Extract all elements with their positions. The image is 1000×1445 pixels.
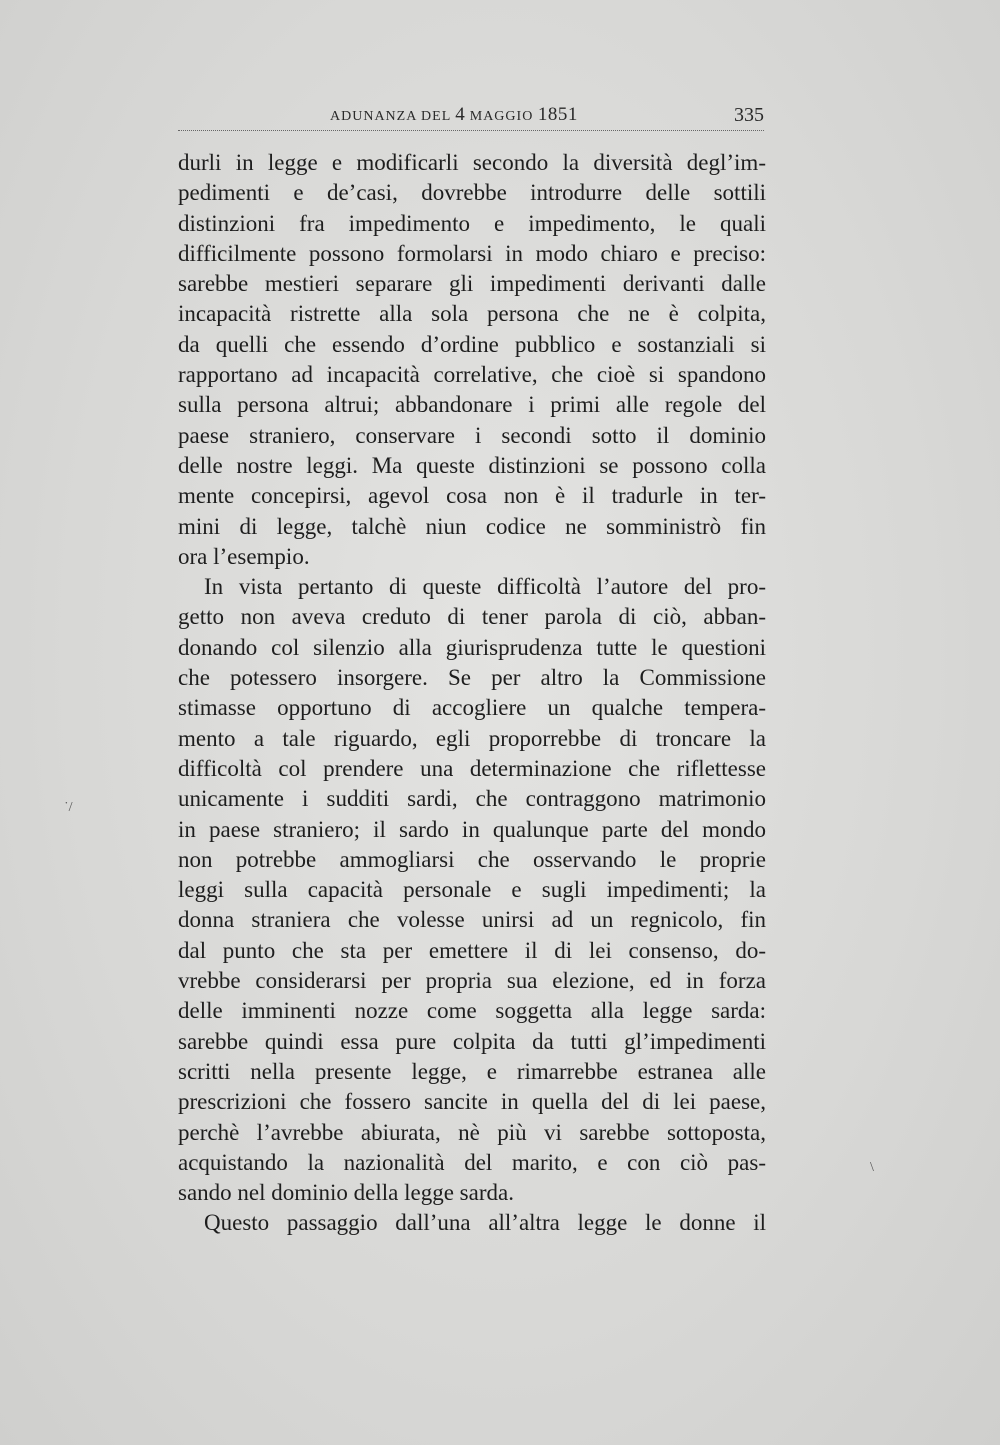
text-line: mento a tale riguardo, egli proporrebbe di troncare la [178,725,766,751]
running-title [330,104,578,126]
text-line: durli in legge e modificarli secondo la diversità degl’im- [178,150,766,175]
text-line: sando nel dominio della legge sarda. [178,1180,514,1206]
running-title-month: MAGGIO [465,109,538,124]
scan-speck: ˙/ [64,800,73,815]
text-line: donando col silenzio alla giurisprudenza tutte le questioni [178,634,766,660]
text-line: difficoltà col prendere una determinazione che riflettesse [178,755,766,781]
text-line: unicamente i sudditi sardi, che contraggono matrimonio [178,786,766,812]
text-line: in paese straniero; il sardo in qualunque parte del mondo [178,816,766,842]
text-line: mini di legge, talchè niun codice ne somministrò fin [178,513,766,539]
text-line: getto non aveva creduto di tener parola di ciò, abban- [178,604,766,630]
text-line: ora l’esempio. [178,543,310,569]
text-line: che potessero insorgere. Se per altro la Commissione [178,665,766,691]
page-header [178,104,764,131]
running-title-prefix: ADUNANZA DEL [330,109,456,124]
text-line: incapacità ristrette alla sola persona che ne è colpita, [178,301,766,327]
text-line: sarebbe mestieri separare gli impedimenti derivanti dalle [178,271,766,297]
page-number: 335 [734,104,764,126]
text-line: stimasse opportuno di accogliere un qualche tempera- [178,695,766,721]
text-line: sulla persona altrui; abbandonare i primi alle regole del [178,392,766,418]
text-line: mente concepirsi, agevol cosa non è il tradurle in ter- [178,483,766,509]
scan-speck: \ [870,1160,874,1175]
text-line: sarebbe quindi essa pure colpita da tutti gl’impedimenti [178,1028,766,1054]
text-line: delle imminenti nozze come soggetta alla legge sarda: [178,998,766,1024]
body-text [178,148,766,1239]
text-line: dal punto che sta per emettere il di lei consenso, do- [178,937,766,963]
text-line: In vista pertanto di queste difficoltà l’autore del pro- [204,574,766,600]
text-line: vrebbe considerarsi per propria sua elezione, ed in forza [178,968,766,994]
text-line: donna straniera che volesse unirsi ad un regnicolo, fin [178,907,766,933]
text-line: da quelli che essendo d’ordine pubblico e sostanziali si [178,331,766,357]
text-line: perchè l’avrebbe abiurata, nè più vi sarebbe sottoposta, [178,1119,766,1145]
text-line: pedimenti e de’casi, dovrebbe introdurre delle sottili [178,180,766,206]
text-line: distinzioni fra impedimento e impedimento, le quali [178,210,766,236]
text-line: scritti nella presente legge, e rimarrebbe estranea alle [178,1058,766,1084]
text-line: difficilmente possono formolarsi in modo chiaro e preciso: [178,240,766,266]
text-line: delle nostre leggi. Ma queste distinzioni se possono colla [178,452,766,478]
text-line: prescrizioni che fossero sancite in quella del di lei paese, [178,1089,766,1115]
running-title-day: 4 [455,104,466,125]
text-line: rapportano ad incapacità correlative, che cioè si spandono [178,362,766,388]
text-line: Questo passaggio dall’una all’altra legge le donne il [204,1210,766,1236]
text-line: leggi sulla capacità personale e sugli impedimenti; la [178,877,766,903]
text-line: non potrebbe ammogliarsi che osservando le proprie [178,846,766,872]
running-title-year: 1851 [537,104,578,125]
text-line: acquistando la nazionalità del marito, e con ciò pas- [178,1149,766,1175]
text-line: paese straniero, conservare i secondi sotto il dominio [178,422,766,448]
